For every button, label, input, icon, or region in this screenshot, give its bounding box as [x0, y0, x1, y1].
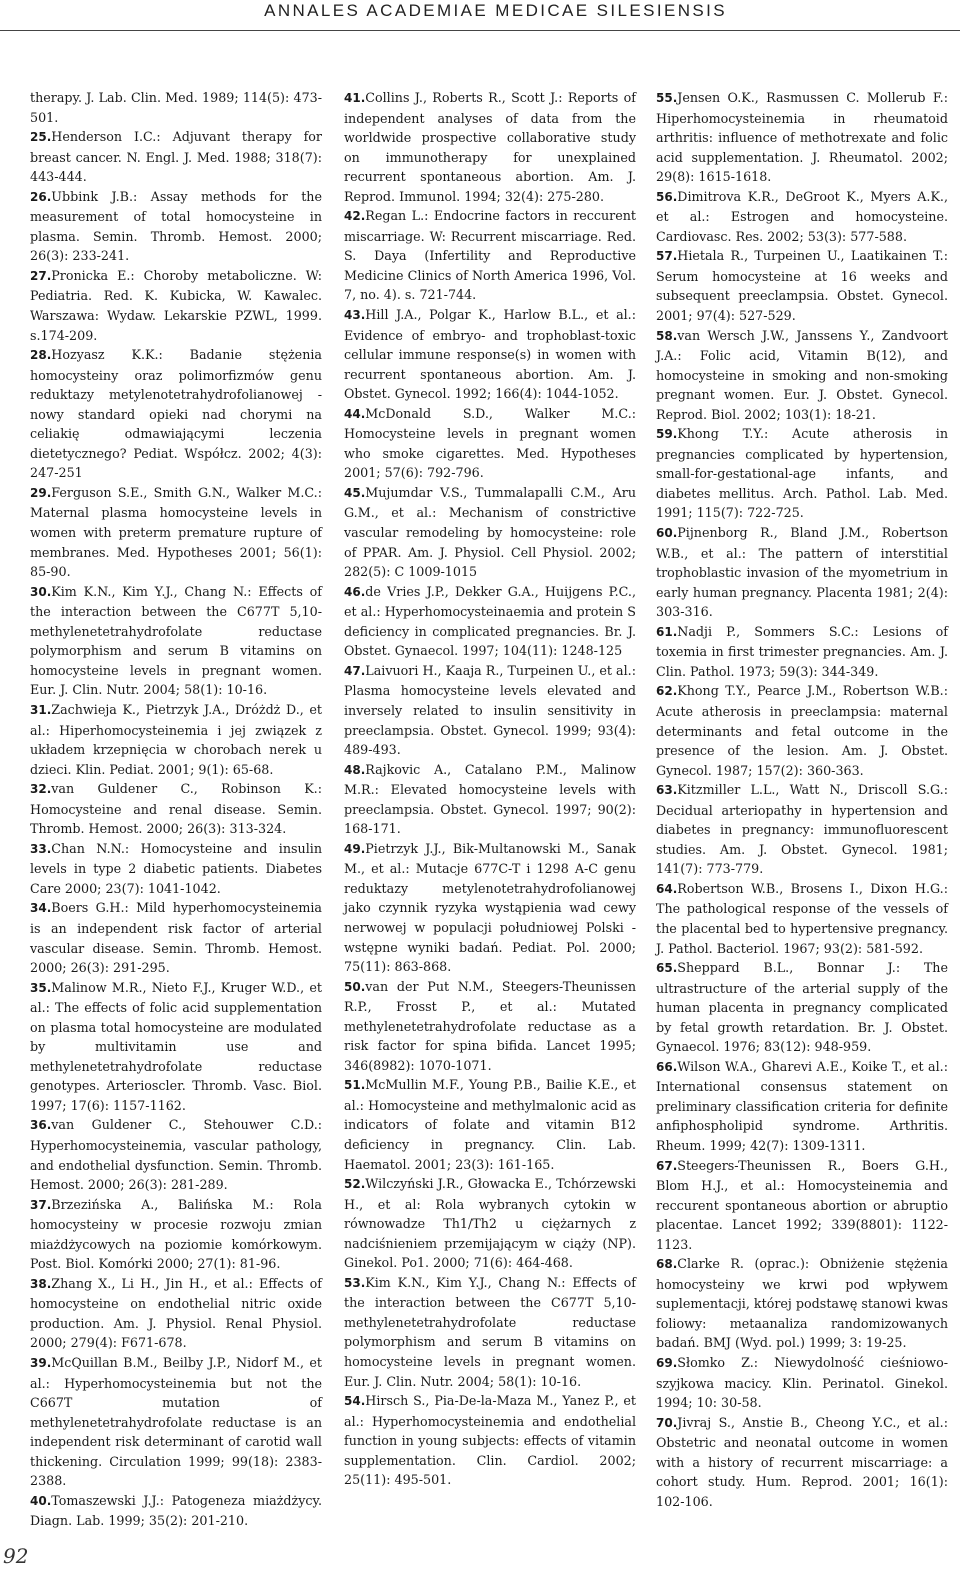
reference-text: Jensen O.K., Rasmussen C. Mollerub F.: Hiperhomocysteinemia in rheumatoid arthritis: influence of methotrexate and folic acid supplementation. J. Rheumatol. 2002; 29(8): 1615-1618. [656, 90, 948, 185]
reference-text: McDonald S.D., Walker M.C.: Homocysteine levels in pregnant women who smoke cigarettes. Med. Hypotheses 2001; 57(6): 792-796. [344, 405, 636, 481]
reference-entry [344, 1174, 636, 1273]
reference-text: Collins J., Roberts R., Scott J.: Reports of independent analyses of data from the worldwide prospective collaborative study on immunotherapy for unexplained recurrent spontaneous abortion. Am. J. Reprod. Immunol. 1994; 32(4): 275-280. [344, 90, 636, 204]
reference-entry [30, 1195, 322, 1274]
reference-entry [30, 582, 322, 700]
reference-text: Rajkovic A., Catalano P.M., Malinow M.R.: Elevated homocysteine levels with preeclampsia. Obstet. Gynecol. 1997; 90(2): 168-171. [344, 761, 636, 837]
reference-text: Kim K.N., Kim Y.J., Chang N.: Effects of the interaction between the C677T 5,10-methylenetetrahydrofolate reductase polymorphism and serum B vitamins on homocysteine levels in pregnant women. Eur. J. Clin. Nutr. 2004; 58(1): 10-16. [30, 583, 322, 698]
reference-number: 30. [30, 584, 52, 599]
reference-text: Zachwieja K., Pietrzyk J.A., Dróżdż D., et al.: Hiperhomocysteinemia i jej związek z układem krzepnięcia w chorobach nerek u dzieci. Klin. Pediat. 2001; 9(1): 65-68. [30, 701, 322, 777]
reference-entry [30, 779, 322, 839]
reference-number: 63. [656, 783, 678, 798]
reference-entry [656, 958, 948, 1057]
reference-entry [344, 661, 636, 760]
reference-number: 31. [30, 702, 52, 717]
reference-entry [30, 266, 322, 345]
reference-text: Khong T.Y., Pearce J.M., Robertson W.B.: Acute atherosis in preeclampsia: maternal determinants and fetal outcome in the presence of the lesion. Am. J. Obstet. Gynecol. 1987; 157(2): 360-363. [656, 683, 948, 778]
reference-entry [656, 879, 948, 958]
reference-text: Steegers-Theunissen R., Boers G.H., Blom H.J., et al.: Homocysteinemia and reccurent spontaneous abortion or abruptio placentae. Lancet 1992; 339(8801): 1122-1123. [656, 1157, 948, 1252]
reference-entry [30, 88, 322, 127]
reference-number: 26. [30, 189, 52, 204]
reference-text: Pijnenborg R., Bland J.M., Robertson W.B., et al.: The pattern of interstitial trophoblastic invasion of the myometrium in early human pregnancy. Placenta 1981; 2(4): 303-316. [656, 525, 948, 620]
reference-entry [30, 700, 322, 779]
reference-number: 48. [344, 762, 366, 777]
reference-entry [30, 1491, 322, 1531]
reference-entry [30, 187, 322, 266]
reference-text: Pronicka E.: Choroby metaboliczne. W: Pediatria. Red. K. Kubicka, W. Kawalec. Warszawa: Wydaw. Lekarskie PZWL, 1999. s.174-209. [30, 267, 322, 343]
reference-number: 62. [656, 684, 678, 699]
reference-entry [30, 345, 322, 483]
reference-entry [656, 1156, 948, 1255]
reference-entry [656, 424, 948, 523]
reference-text: van Guldener C., Stehouwer C.D.: Hyperhomocysteinemia, vascular pathology, and endothelial dysfunction. Semin. Thromb. Hemost. 2000; 26(3): 281-289. [30, 1117, 322, 1193]
reference-number: 28. [30, 348, 52, 363]
reference-text: Hozyasz K.K.: Badanie stężenia homocysteiny oraz polimorfizmów genu reduktazy metylenotetrahydrofolianowej - nowy standard opieki nad chorymi na celiakię odmawiającymi leczenia dietetycznego? Pediat. Współcz. 2002; 4(3): 247-251 [30, 347, 322, 481]
reference-text: Khong T.Y.: Acute atherosis in pregnancies complicated by hypertension, small-for-gestational-age infants, and diabetes mellitus. Arch. Pathol. Lab. Med. 1991; 115(7): 722-725. [656, 426, 948, 521]
reference-entry [656, 326, 948, 425]
reference-column-1 [30, 88, 322, 1531]
reference-number: 25. [30, 130, 52, 145]
reference-number: 42. [344, 209, 366, 224]
reference-text: Pietrzyk J.J., Bik-Multanowski M., Sanak M., et al.: Mutacje 677C-T i 1298 A-C genu reduktazy metylenotetrahydrofolianowej jako czynnik ryzyka wystąpienia wad cewy nerwowej w populacji południowej Polski - wstępne wyniki badań. Pediat. Pol. 2000; 75(11): 863-868. [344, 840, 636, 975]
reference-entry [30, 978, 322, 1116]
reference-entry [656, 1254, 948, 1353]
reference-entry [30, 1274, 322, 1353]
reference-text: Regan L.: Endocrine factors in reccurent miscarriage. W: Recurrent miscarriage. Red. S. Daya (Infertility and Reproductive Medicine Clinics of North America 1996, Vol. 7, no. 4). s. 721-744. [344, 208, 636, 303]
reference-text: Zhang X., Li H., Jin H., et al.: Effects of homocysteine on endothelial nitric oxide production. Am. J. Physiol. Renal Physiol. 2000; 279(4): F671-678. [30, 1275, 322, 1351]
reference-text: Wilczyński J.R., Głowacka E., Tchórzewski H., et al: Rola wybranych cytokin w równowadze Th1/Th2 u ciężarnych z nadciśnieniem przemijającym w ciąży (NP). Ginekol. Po1. 2000; 71(6): 464-468. [344, 1176, 636, 1271]
reference-number: 43. [344, 308, 366, 323]
page-number: 92 [3, 1544, 29, 1568]
reference-column-3 [656, 88, 948, 1511]
reference-number: 41. [344, 91, 366, 105]
reference-number: 34. [30, 901, 52, 916]
reference-text: Chan N.N.: Homocysteine and insulin levels in type 2 diabetic patients. Diabetes Care 2000; 23(7): 1041-1042. [30, 840, 322, 896]
reference-number: 58. [656, 328, 678, 343]
reference-number: 66. [656, 1059, 678, 1074]
reference-text: Clarke R. (oprac.): Obniżenie stężenia homocysteiny we krwi pod wpływem suplementacji, której podstawę stanowi kwas foliowy: metaanaliza randomizowanych badań. BMJ (Wyd. pol.) 1999; 3: 19-25. [656, 1256, 948, 1351]
reference-entry [30, 839, 322, 899]
reference-entry [30, 1115, 322, 1194]
reference-entry [656, 1413, 948, 1512]
reference-text: McMullin M.F., Young P.B., Bailie K.E., et al.: Homocysteine and methylmalonic acid as indicators of folate and vitamin B12 deficiency in pregnancy. Clin. Lab. Haematol. 2001; 23(3): 161-165. [344, 1077, 636, 1172]
reference-number: 52. [344, 1177, 366, 1192]
reference-entry [656, 1057, 948, 1156]
reference-text: Laivuori H., Kaaja R., Turpeinen U., et al.: Plasma homocysteine levels elevated and inversely related to insulin sensitivity in preeclampsia. Obstet. Gynecol. 1999; 93(4): 489-493. [344, 662, 636, 758]
reference-entry [344, 305, 636, 404]
reference-number: 51. [344, 1078, 366, 1093]
reference-number: 47. [344, 663, 366, 678]
reference-number: 29. [30, 485, 52, 500]
reference-text: Hill J.A., Polgar K., Harlow B.L., et al.: Evidence of embryo- and trophoblast-toxic cellular immune response(s) in women with recurrent spontaneous abortion. Am. J. Obstet. Gynecol. 1992; 166(4): 1044-1052. [344, 307, 636, 402]
reference-number: 39. [30, 1356, 52, 1370]
reference-number: 54. [344, 1394, 366, 1409]
reference-text: McQuillan B.M., Beilby J.P., Nidorf M., et al.: Hyperhomocysteinemia but not the C667T mutation of methylenetetrahydrofolate reductase is an independent risk determinant of carotid wall thickening. Circulation 1999; 99(18): 2383-2388. [30, 1355, 322, 1489]
reference-number: 59. [656, 427, 678, 442]
reference-number: 27. [30, 268, 52, 283]
reference-entry [30, 898, 322, 977]
reference-entry [344, 977, 636, 1076]
reference-entry [344, 1391, 636, 1490]
reference-text: van Wersch J.W., Janssens Y., Zandvoort J.A.: Folic acid, Vitamin B(12), and homocysteine in smoking and non-smoking pregnant women. Eur. J. Obstet. Gynecol. Reprod. Biol. 2002; 103(1): 18-21. [656, 327, 948, 422]
reference-number: 60. [656, 526, 678, 541]
reference-entry [344, 582, 636, 661]
reference-text: Nadji P., Sommers S.C.: Lesions of toxemia in first trimester pregnancies. Am. J. Clin. Pathol. 1973; 59(3): 344-349. [656, 623, 948, 679]
reference-entry [30, 483, 322, 582]
reference-text: Brzezińska A., Balińska M.: Rola homocysteiny w procesie rozwoju zmian miażdżycowych na poziomie komórkowym. Post. Biol. Komórki 2000; 27(1): 81-96. [30, 1196, 322, 1272]
reference-text: Boers G.H.: Mild hyperhomocysteinemia is an independent risk factor of arterial vascular disease. Semin. Thromb. Hemost. 2000; 26(3): 291-295. [30, 900, 322, 976]
reference-number: 50. [344, 979, 366, 994]
page-header [0, 0, 960, 40]
reference-column-2 [344, 88, 636, 1490]
reference-number: 38. [30, 1276, 52, 1291]
reference-entry [344, 760, 636, 839]
reference-number: 44. [344, 406, 366, 421]
reference-text: Hietala R., Turpeinen U., Laatikainen T.: Serum homocysteine at 16 weeks and subsequent preeclampsia. Obstet. Gynecol. 2001; 97(4): 527-529. [656, 248, 948, 324]
reference-number: 64. [656, 881, 678, 896]
reference-text: Tomaszewski J.J.: Patogeneza miażdżycy. Diagn. Lab. 1999; 35(2): 201-210. [30, 1492, 322, 1529]
reference-text: Ubbink J.B.: Assay methods for the measurement of total homocysteine in plasma. Semin. Thromb. Hemost. 2000; 26(3): 233-241. [30, 188, 322, 264]
reference-entry [30, 127, 322, 187]
reference-text: Jivraj S., Anstie B., Cheong Y.C., et al.: Obstetric and neonatal outcome in women with a history of recurrent miscarriage: a cohort study. Hum. Reprod. 2001; 16(1): 102-106. [656, 1414, 948, 1509]
reference-entry [656, 187, 948, 247]
reference-entry [656, 1353, 948, 1413]
reference-number: 32. [30, 782, 52, 797]
header-rule [0, 30, 960, 31]
reference-text: Henderson I.C.: Adjuvant therapy for breast cancer. N. Engl. J. Med. 1988; 318(7): 443-444. [30, 129, 322, 185]
reference-entry [656, 780, 948, 879]
reference-entry [30, 1353, 322, 1491]
reference-number: 40. [30, 1493, 52, 1508]
reference-text: Hirsch S., Pia-De-la-Maza M., Yanez P., et al.: Hyperhomocysteinemia and endothelial function in young subjects: effects of vitamin supplementation. Clin. Cardiol. 2002; 25(11): 495-501. [344, 1393, 636, 1488]
reference-number: 65. [656, 961, 678, 976]
reference-number: 37. [30, 1197, 52, 1212]
reference-entry [656, 88, 948, 187]
reference-entry [656, 246, 948, 325]
reference-number: 61. [656, 624, 678, 639]
reference-entry [656, 523, 948, 622]
reference-number: 46. [344, 584, 366, 599]
reference-text: Ferguson S.E., Smith G.N., Walker M.C.: Maternal plasma homocysteine levels in women with preterm premature rupture of membranes. Med. Hypotheses 2001; 56(1): 85-90. [30, 484, 322, 580]
reference-number: 67. [656, 1158, 678, 1173]
reference-entry [344, 1075, 636, 1174]
reference-number: 55. [656, 91, 678, 105]
reference-number: 57. [656, 249, 678, 264]
reference-text: Robertson W.B., Brosens I., Dixon H.G.: The pathological response of the vessels of the placental bed to hypertensive pregnancy. J. Pathol. Bacteriol. 1967; 93(2): 581-592. [656, 880, 948, 956]
reference-number: 45. [344, 485, 366, 500]
reference-number: 33. [30, 841, 52, 856]
reference-number: 35. [30, 980, 52, 995]
reference-entry [344, 839, 636, 977]
reference-entry [344, 88, 636, 206]
reference-number: 53. [344, 1275, 366, 1290]
reference-text: Wilson W.A., Gharevi A.E., Koike T., et al.: International consensus statement on preliminary classification criteria for definite anfiphospholipid syndrome. Arthritis. Rheum. 1999; 42(7): 1309-1311. [656, 1058, 948, 1153]
reference-entry [344, 483, 636, 582]
reference-text: de Vries J.P., Dekker G.A., Huijgens P.C., et al.: Hyperhomocysteinaemia and protein S deficiency in complicated pregnancies. Br. J. Obstet. Gynaecol. 1997; 104(11): 1248-125 [344, 583, 636, 659]
reference-text: Kitzmiller L.L., Watt N., Driscoll S.G.: Decidual arteriopathy in hypertension and diabetes in pregnancy: immunofluorescent studies. Am. J. Obstet. Gynecol. 1981; 141(7): 773-779. [656, 782, 948, 877]
reference-text: Kim K.N., Kim Y.J., Chang N.: Effects of the interaction between the C677T 5,10-methylenetetrahydrofolate reductase polymorphism and serum B vitamins on homocysteine levels in pregnant women. Eur. J. Clin. Nutr. 2004; 58(1): 10-16. [344, 1274, 636, 1389]
reference-text: Dimitrova K.R., DeGroot K., Myers A.K., et al.: Estrogen and homocysteine. Cardiovasc. Res. 2002; 53(3): 577-588. [656, 188, 948, 244]
reference-text: therapy. J. Lab. Clin. Med. 1989; 114(5): 473-501. [30, 90, 322, 125]
reference-entry [656, 622, 948, 682]
reference-text: Malinow M.R., Nieto F.J., Kruger W.D., et al.: The effects of folic acid supplementation on plasma total homocysteine are modulated by multivitamin use and methylenetetrahydrofolate reductase genotypes. Arterioscler. Thromb. Vasc. Biol. 1997; 17(6): 1157-1162. [30, 979, 322, 1113]
reference-number: 36. [30, 1118, 52, 1133]
reference-text: van der Put N.M., Steegers-Theunissen R.P., Frosst P., et al.: Mutated methylenetetrahydrofolate reductase as a risk factor for spina bifida. Lancet 1995; 346(8982): 1070-1071. [344, 978, 636, 1073]
reference-entry [656, 681, 948, 780]
reference-text: Mujumdar V.S., Tummalapalli C.M., Aru G.M., et al.: Mechanism of constrictive vascular remodeling by homocysteine: role of PPAR. Am. J. Physiol. Cell Physiol. 2002; 282(5): C 1009-1015 [344, 484, 636, 580]
reference-entry [344, 404, 636, 483]
reference-entry [344, 1273, 636, 1391]
reference-number: 68. [656, 1257, 678, 1272]
reference-number: 56. [656, 189, 678, 204]
reference-text: Sheppard B.L., Bonnar J.: The ultrastructure of the arterial supply of the human placenta in pregnancy complicated by fetal growth retardation. Br. J. Obstet. Gynaecol. 1976; 83(12): 948-959. [656, 960, 948, 1055]
reference-text: van Guldener C., Robinson K.: Homocysteine and renal disease. Semin. Thromb. Hemost. 2000; 26(3): 313-324. [30, 781, 322, 837]
reference-text: Słomko Z.: Niewydolność cieśniowo-szyjkowa macicy. Klin. Perinatol. Ginekol. 1994; 10: 30-58. [656, 1355, 948, 1411]
reference-number: 70. [656, 1415, 678, 1430]
reference-number: 49. [344, 841, 366, 856]
reference-number: 69. [656, 1356, 678, 1370]
reference-entry [344, 206, 636, 305]
journal-title: ANNALES ACADEMIAE MEDICAE SILESIENSIS [264, 1, 727, 20]
